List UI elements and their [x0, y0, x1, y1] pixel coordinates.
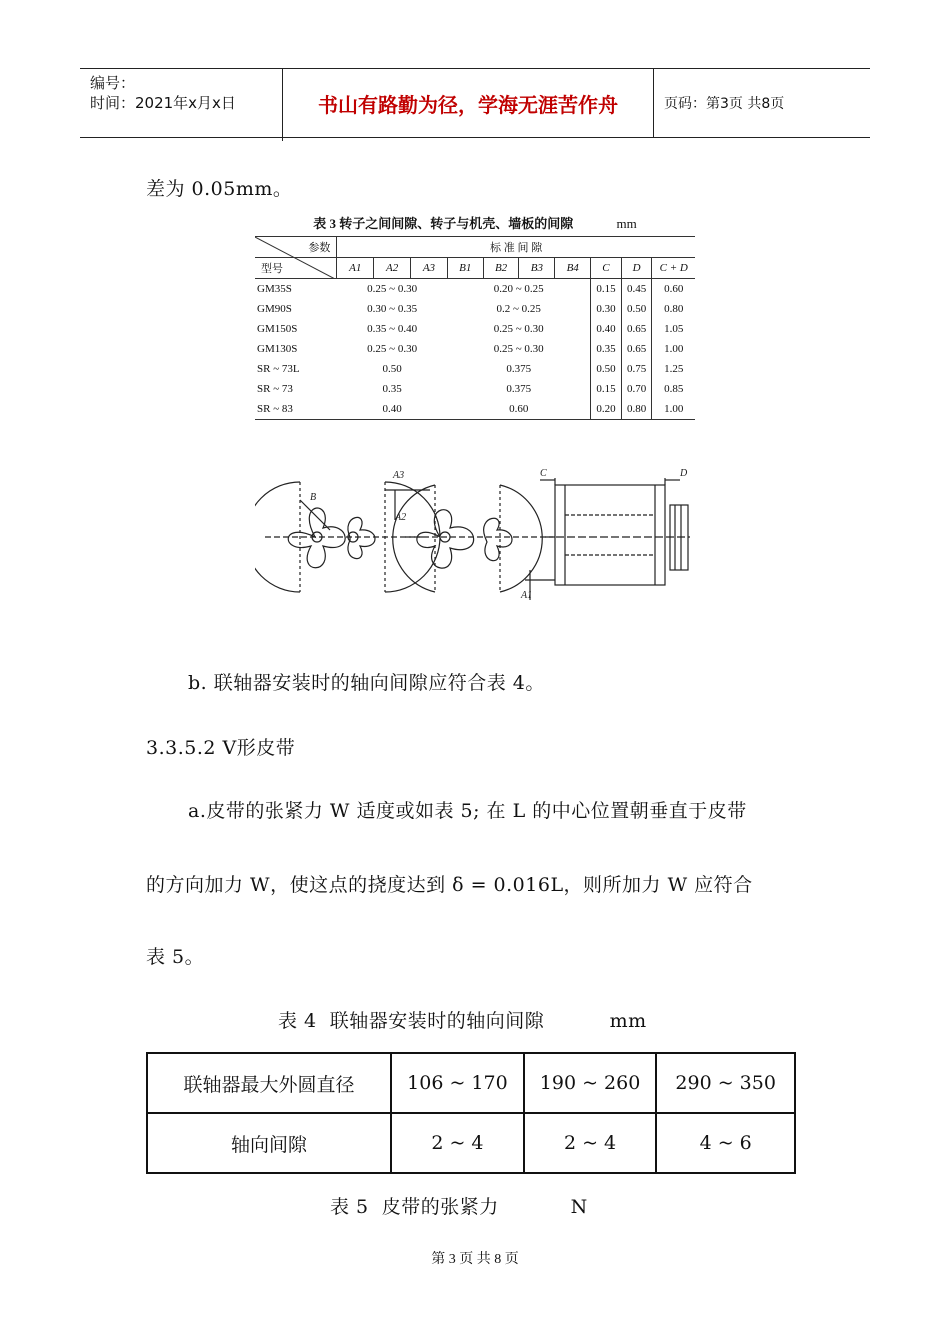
table-row: GM130S 0.25 ~ 0.30 0.25 ~ 0.30 0.35 0.65 1.00: [255, 339, 695, 359]
table3-corner-bottom: 型号: [255, 258, 337, 279]
table-row: SR ~ 83 0.40 0.60 0.20 0.80 1.00: [255, 399, 695, 420]
table-row: GM90S 0.30 ~ 0.35 0.2 ~ 0.25 0.30 0.50 0.80: [255, 299, 695, 319]
col-b4: B4: [555, 258, 591, 279]
table-row: 联轴器最大外圆直径 106 ~ 170 190 ~ 260 290 ~ 350: [147, 1053, 795, 1113]
table4-caption: 表 4 联轴器安装时的轴向间隙 mm: [278, 1010, 647, 1032]
col-b1: B1: [447, 258, 483, 279]
table3: [255, 236, 695, 420]
text-line-top: 差为 0.05mm。: [146, 178, 293, 200]
label-a2: A2: [395, 512, 407, 523]
text-para-a3: 表 5。: [146, 946, 205, 968]
table-row: GM150S 0.35 ~ 0.40 0.25 ~ 0.30 0.40 0.65 1.05: [255, 319, 695, 339]
date-label: 时间：2021年x月x日: [90, 94, 236, 112]
col-a1: A1: [337, 258, 374, 279]
text-section: 3.3.5.2 V形皮带: [146, 737, 296, 759]
number-label: 编号：: [90, 74, 136, 92]
table3-caption-row: [255, 212, 695, 236]
label-b: B: [310, 492, 317, 503]
text-para-b: b. 联轴器安装时的轴向间隙应符合表 4。: [188, 672, 545, 694]
text-para-a2: 的方向加力 W，使这点的挠度达到 δ = 0.016L，则所加力 W 应符合: [146, 874, 753, 896]
table-row: SR ~ 73L 0.50 0.375 0.50 0.75 1.25: [255, 359, 695, 379]
header-page-info: 页码：第3页 共8页: [664, 96, 785, 112]
table3-caption: 表 3 转子之间间隙、转子与机壳、墙板的间隙: [313, 216, 574, 231]
table4: [146, 1052, 796, 1174]
page-footer: 第 3 页 共 8 页: [431, 1252, 519, 1267]
col-b3: B3: [519, 258, 555, 279]
rotor-clearance-figure: [255, 460, 695, 625]
label-a1: A1: [521, 590, 533, 601]
table-row: 轴向间隙 2 ~ 4 2 ~ 4 4 ~ 6: [147, 1113, 795, 1173]
page-header: [80, 68, 870, 138]
table3-group-header: 标 准 间 隙: [337, 237, 695, 258]
label-c: C: [540, 468, 547, 479]
table3-unit: mm: [616, 216, 637, 231]
label-a3: A3: [393, 470, 405, 481]
col-cd: C + D: [652, 258, 695, 279]
table-row: SR ~ 73 0.35 0.375 0.15 0.70 0.85: [255, 379, 695, 399]
col-b2: B2: [483, 258, 519, 279]
col-c: C: [591, 258, 622, 279]
table5-caption: 表 5 皮带的张紧力 N: [330, 1196, 588, 1218]
table-row: GM35S 0.25 ~ 0.30 0.20 ~ 0.25 0.15 0.45 0.60: [255, 279, 695, 300]
corner-diagonal: [255, 237, 335, 279]
label-d: D: [680, 468, 688, 479]
table3-corner-top: 参数: [255, 237, 337, 258]
header-meta: [80, 69, 283, 141]
col-d: D: [621, 258, 652, 279]
table3-block: [255, 212, 695, 420]
col-a2: A2: [374, 258, 411, 279]
header-motto: 书山有路勤为径，学海无涯苦作舟: [283, 69, 654, 137]
text-para-a1: a.皮带的张紧力 W 适度或如表 5; 在 L 的中心位置朝垂直于皮带: [188, 800, 747, 822]
col-a3: A3: [411, 258, 448, 279]
